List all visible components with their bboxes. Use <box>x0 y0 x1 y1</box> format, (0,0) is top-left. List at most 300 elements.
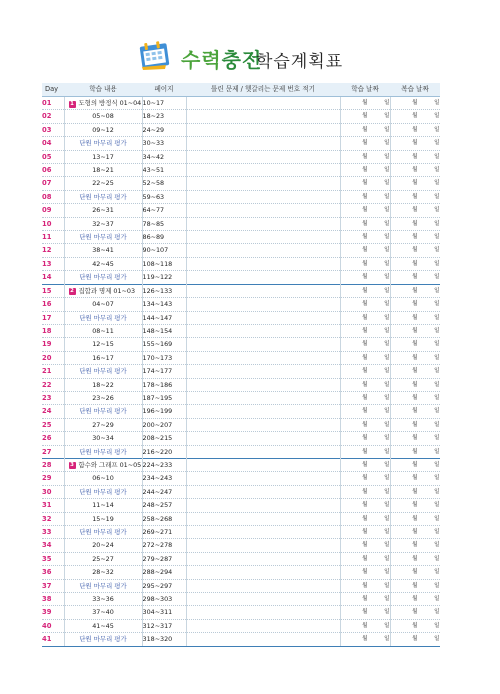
page-range: 59~63 <box>142 190 186 203</box>
review-date-cell[interactable] <box>390 418 440 431</box>
lesson-content <box>64 123 142 136</box>
table-row <box>42 458 440 471</box>
review-date-cell[interactable] <box>390 512 440 525</box>
page-range: 64~77 <box>142 204 186 217</box>
lesson-content-text: 단원 마무리 평가 <box>79 233 127 242</box>
review-date-cell[interactable] <box>390 365 440 378</box>
notes-cell[interactable] <box>186 405 340 418</box>
lesson-content <box>64 539 142 552</box>
notes-cell[interactable] <box>186 458 340 471</box>
study-date-cell[interactable] <box>340 338 390 351</box>
lesson-content <box>64 177 142 190</box>
day-label: 일 <box>384 515 390 522</box>
month-label: 월 <box>362 596 368 603</box>
notes-cell[interactable] <box>186 499 340 512</box>
notes-cell[interactable] <box>186 365 340 378</box>
study-date-cell[interactable] <box>340 365 390 378</box>
study-date-cell[interactable] <box>340 458 390 471</box>
review-date-cell[interactable] <box>390 324 440 337</box>
table-row <box>42 418 440 431</box>
month-label: 월 <box>412 126 418 133</box>
lesson-content-text: 16~17 <box>92 353 114 362</box>
study-date-cell[interactable] <box>340 526 390 539</box>
notes-cell[interactable] <box>186 472 340 485</box>
lesson-content <box>64 338 142 351</box>
lesson-content-text: 33~36 <box>92 595 114 604</box>
notes-cell[interactable] <box>186 190 340 203</box>
day-number: 20 <box>42 351 64 364</box>
study-date-cell[interactable] <box>340 391 390 404</box>
day-label: 일 <box>384 327 390 334</box>
lesson-content <box>64 110 142 123</box>
day-label: 일 <box>434 582 440 589</box>
notes-cell[interactable] <box>186 164 340 177</box>
lesson-content-text: 함수와 그래프 01~05 <box>78 460 142 469</box>
month-label: 월 <box>362 555 368 562</box>
table-row <box>42 405 440 418</box>
day-label: 일 <box>434 274 440 281</box>
month-label: 월 <box>412 167 418 174</box>
table-row <box>42 526 440 539</box>
review-date-cell[interactable] <box>390 164 440 177</box>
notes-cell[interactable] <box>186 619 340 632</box>
day-number: 36 <box>42 566 64 579</box>
notes-cell[interactable] <box>186 579 340 592</box>
notes-cell[interactable] <box>186 204 340 217</box>
study-date-cell[interactable] <box>340 619 390 632</box>
day-label: 일 <box>434 542 440 549</box>
month-label: 월 <box>362 126 368 133</box>
day-label: 일 <box>384 314 390 321</box>
page-range: 144~147 <box>142 311 186 324</box>
page-range: 148~154 <box>142 324 186 337</box>
study-date-cell[interactable] <box>340 271 390 284</box>
notes-cell[interactable] <box>186 566 340 579</box>
review-date-cell[interactable] <box>390 566 440 579</box>
day-label: 일 <box>384 448 390 455</box>
notes-cell[interactable] <box>186 123 340 136</box>
study-date-cell[interactable] <box>340 164 390 177</box>
day-label: 일 <box>434 569 440 576</box>
review-date-cell[interactable] <box>390 137 440 150</box>
lesson-content <box>64 164 142 177</box>
review-date-cell[interactable] <box>390 432 440 445</box>
notes-cell[interactable] <box>186 97 340 110</box>
notes-cell[interactable] <box>186 271 340 284</box>
day-label: 일 <box>384 569 390 576</box>
review-date-cell[interactable] <box>390 351 440 364</box>
month-label: 월 <box>412 153 418 160</box>
lesson-content-text: 단원 마무리 평가 <box>79 487 127 496</box>
table-row <box>42 619 440 632</box>
notes-cell[interactable] <box>186 338 340 351</box>
month-label: 월 <box>362 274 368 281</box>
day-number: 21 <box>42 365 64 378</box>
review-date-cell[interactable] <box>390 123 440 136</box>
month-label: 월 <box>412 193 418 200</box>
study-date-cell[interactable] <box>340 539 390 552</box>
table-row <box>42 472 440 485</box>
month-label: 월 <box>412 582 418 589</box>
day-number: 02 <box>42 110 64 123</box>
day-label: 일 <box>384 502 390 509</box>
notes-cell[interactable] <box>186 485 340 498</box>
page-range: 119~122 <box>142 271 186 284</box>
notes-cell[interactable] <box>186 526 340 539</box>
study-date-cell[interactable] <box>340 284 390 297</box>
page-range: 30~33 <box>142 137 186 150</box>
day-label: 일 <box>384 100 390 106</box>
review-date-cell[interactable] <box>390 472 440 485</box>
study-date-cell[interactable] <box>340 566 390 579</box>
study-date-cell[interactable] <box>340 298 390 311</box>
day-number: 25 <box>42 418 64 431</box>
review-date-cell[interactable] <box>390 606 440 619</box>
month-label: 월 <box>412 435 418 442</box>
page-range: 52~58 <box>142 177 186 190</box>
month-label: 월 <box>362 220 368 227</box>
review-date-cell[interactable] <box>390 499 440 512</box>
notes-cell[interactable] <box>186 298 340 311</box>
study-date-cell[interactable] <box>340 552 390 565</box>
month-label: 월 <box>362 502 368 509</box>
day-label: 일 <box>384 274 390 281</box>
notes-cell[interactable] <box>186 257 340 270</box>
review-date-cell[interactable] <box>390 633 440 646</box>
page-range: 170~173 <box>142 351 186 364</box>
page-range: 134~143 <box>142 298 186 311</box>
review-date-cell[interactable] <box>390 391 440 404</box>
day-number: 22 <box>42 378 64 391</box>
lesson-content <box>64 499 142 512</box>
table-row <box>42 606 440 619</box>
month-label: 월 <box>412 488 418 495</box>
page-range: 248~257 <box>142 499 186 512</box>
notes-cell[interactable] <box>186 445 340 458</box>
day-label: 일 <box>434 220 440 227</box>
day-label: 일 <box>434 153 440 160</box>
page-range: 304~311 <box>142 606 186 619</box>
study-date-cell[interactable] <box>340 311 390 324</box>
lesson-content-text: 단원 마무리 평가 <box>79 447 127 456</box>
lesson-content <box>64 633 142 646</box>
page-range: 200~207 <box>142 418 186 431</box>
notes-cell[interactable] <box>186 324 340 337</box>
study-date-cell[interactable] <box>340 217 390 230</box>
month-label: 월 <box>412 569 418 576</box>
study-date-cell[interactable] <box>340 606 390 619</box>
month-label: 월 <box>362 636 368 643</box>
study-date-cell[interactable] <box>340 177 390 190</box>
col-study-date-header: 학습 날짜 <box>340 83 390 97</box>
page-range: 312~317 <box>142 619 186 632</box>
study-date-cell[interactable] <box>340 579 390 592</box>
month-label: 월 <box>362 582 368 589</box>
month-label: 월 <box>362 435 368 442</box>
review-date-cell[interactable] <box>390 552 440 565</box>
day-label: 일 <box>434 529 440 535</box>
day-number: 06 <box>42 164 64 177</box>
notes-cell[interactable] <box>186 539 340 552</box>
study-date-cell[interactable] <box>340 257 390 270</box>
day-number: 32 <box>42 512 64 525</box>
review-date-cell[interactable] <box>390 539 440 552</box>
notes-cell[interactable] <box>186 418 340 431</box>
col-pages-header: 페이지 <box>142 83 186 97</box>
review-date-cell[interactable] <box>390 619 440 632</box>
page-range: 187~195 <box>142 391 186 404</box>
page-header <box>0 38 500 78</box>
study-date-cell[interactable] <box>340 137 390 150</box>
review-date-cell[interactable] <box>390 338 440 351</box>
lesson-content-text: 13~17 <box>92 152 114 161</box>
lesson-content <box>64 324 142 337</box>
review-date-cell[interactable] <box>390 150 440 163</box>
notes-cell[interactable] <box>186 217 340 230</box>
review-date-cell[interactable] <box>390 271 440 284</box>
month-label: 월 <box>412 368 418 375</box>
review-date-cell[interactable] <box>390 445 440 458</box>
study-date-cell[interactable] <box>340 432 390 445</box>
notes-cell[interactable] <box>186 633 340 646</box>
table-row <box>42 123 440 136</box>
table-row <box>42 244 440 257</box>
review-date-cell[interactable] <box>390 526 440 539</box>
day-label: 일 <box>434 408 440 415</box>
table-row <box>42 164 440 177</box>
month-label: 월 <box>412 408 418 415</box>
study-date-cell[interactable] <box>340 244 390 257</box>
notes-cell[interactable] <box>186 552 340 565</box>
day-number: 23 <box>42 391 64 404</box>
month-label: 월 <box>412 247 418 254</box>
month-label: 월 <box>362 542 368 549</box>
month-label: 월 <box>412 421 418 428</box>
day-number: 07 <box>42 177 64 190</box>
table-row <box>42 231 440 244</box>
study-date-cell[interactable] <box>340 512 390 525</box>
study-date-cell[interactable] <box>340 445 390 458</box>
lesson-content-text: 09~12 <box>92 125 114 134</box>
brand-logo <box>181 44 262 73</box>
notes-cell[interactable] <box>186 378 340 391</box>
day-number: 16 <box>42 298 64 311</box>
table-row <box>42 633 440 646</box>
lesson-content-text: 37~40 <box>92 608 114 617</box>
month-label: 월 <box>362 247 368 254</box>
study-date-cell[interactable] <box>340 633 390 646</box>
notes-cell[interactable] <box>186 137 340 150</box>
review-date-cell[interactable] <box>390 405 440 418</box>
notes-cell[interactable] <box>186 244 340 257</box>
review-date-cell[interactable] <box>390 593 440 606</box>
day-number: 10 <box>42 217 64 230</box>
day-label: 일 <box>384 126 390 133</box>
table-row <box>42 351 440 364</box>
page-range: 216~220 <box>142 445 186 458</box>
study-date-cell[interactable] <box>340 593 390 606</box>
lesson-content-text: 25~27 <box>92 554 114 563</box>
table-row <box>42 552 440 565</box>
notes-cell[interactable] <box>186 110 340 123</box>
month-label: 월 <box>412 448 418 455</box>
month-label: 월 <box>362 448 368 455</box>
notes-cell[interactable] <box>186 391 340 404</box>
lesson-content-text: 27~29 <box>92 420 114 429</box>
month-label: 월 <box>412 274 418 281</box>
lesson-content-text: 08~11 <box>92 326 114 335</box>
unit-number-badge: 1 <box>70 100 74 107</box>
lesson-content-text: 41~45 <box>92 621 114 630</box>
lesson-content <box>64 271 142 284</box>
day-label: 일 <box>384 220 390 227</box>
brand-part-1: 수력 <box>181 48 222 72</box>
page-range: 78~85 <box>142 217 186 230</box>
day-label: 일 <box>384 555 390 562</box>
notes-cell[interactable] <box>186 432 340 445</box>
month-label: 월 <box>412 314 418 321</box>
lesson-content-text: 단원 마무리 평가 <box>79 635 127 644</box>
notes-cell[interactable] <box>186 231 340 244</box>
review-date-cell[interactable] <box>390 284 440 297</box>
study-date-cell[interactable] <box>340 499 390 512</box>
day-number: 27 <box>42 445 64 458</box>
day-label: 일 <box>384 247 390 254</box>
table-row <box>42 378 440 391</box>
day-number: 41 <box>42 633 64 646</box>
review-date-cell[interactable] <box>390 579 440 592</box>
day-label: 일 <box>434 502 440 509</box>
day-label: 일 <box>384 368 390 375</box>
month-label: 월 <box>362 287 368 294</box>
month-label: 월 <box>412 207 418 214</box>
day-label: 일 <box>434 475 440 482</box>
review-date-cell[interactable] <box>390 97 440 110</box>
day-label: 일 <box>434 301 440 308</box>
review-date-cell[interactable] <box>390 177 440 190</box>
lesson-content <box>64 365 142 378</box>
study-date-cell[interactable] <box>340 97 390 110</box>
lesson-content-text: 단원 마무리 평가 <box>79 528 127 536</box>
lesson-content <box>64 485 142 498</box>
lesson-content-text: 단원 마무리 평가 <box>79 581 127 590</box>
study-date-cell[interactable] <box>340 351 390 364</box>
month-label: 월 <box>412 180 418 187</box>
table-row <box>42 298 440 311</box>
review-date-cell[interactable] <box>390 298 440 311</box>
table-row <box>42 257 440 270</box>
lesson-content <box>64 458 142 471</box>
study-date-cell[interactable] <box>340 378 390 391</box>
day-number: 13 <box>42 257 64 270</box>
notes-cell[interactable] <box>186 311 340 324</box>
study-date-cell[interactable] <box>340 485 390 498</box>
month-label: 월 <box>412 327 418 334</box>
month-label: 월 <box>362 609 368 616</box>
lesson-content-text: 28~32 <box>92 568 114 577</box>
notes-cell[interactable] <box>186 593 340 606</box>
day-label: 일 <box>384 287 390 294</box>
month-label: 월 <box>362 167 368 174</box>
day-label: 일 <box>384 475 390 482</box>
notes-cell[interactable] <box>186 351 340 364</box>
review-date-cell[interactable] <box>390 378 440 391</box>
lesson-content-text: 20~24 <box>92 541 114 550</box>
study-date-cell[interactable] <box>340 190 390 203</box>
study-date-cell[interactable] <box>340 324 390 337</box>
study-date-cell[interactable] <box>340 123 390 136</box>
table-row <box>42 579 440 592</box>
day-label: 일 <box>434 287 440 294</box>
page-range: 258~268 <box>142 512 186 525</box>
month-label: 월 <box>412 555 418 562</box>
page-range: 298~303 <box>142 593 186 606</box>
review-date-cell[interactable] <box>390 190 440 203</box>
review-date-cell[interactable] <box>390 311 440 324</box>
study-date-cell[interactable] <box>340 110 390 123</box>
study-date-cell[interactable] <box>340 204 390 217</box>
notes-cell[interactable] <box>186 177 340 190</box>
day-number: 01 <box>42 97 64 110</box>
month-label: 월 <box>362 408 368 415</box>
page-range: 126~133 <box>142 284 186 297</box>
study-plan-table <box>42 83 440 647</box>
month-label: 월 <box>362 421 368 428</box>
page-range: 272~278 <box>142 539 186 552</box>
table-row <box>42 190 440 203</box>
month-label: 월 <box>412 113 418 120</box>
lesson-content <box>64 351 142 364</box>
lesson-content-text: 집합과 명제 01~03 <box>78 286 136 295</box>
review-date-cell[interactable] <box>390 257 440 270</box>
lesson-content <box>64 526 142 539</box>
day-label: 일 <box>434 368 440 375</box>
day-number: 35 <box>42 552 64 565</box>
lesson-content-text: 06~10 <box>92 474 114 483</box>
month-label: 월 <box>412 475 418 482</box>
review-date-cell[interactable] <box>390 458 440 471</box>
notes-cell[interactable] <box>186 284 340 297</box>
unit-number-badge: 2 <box>70 288 74 295</box>
month-label: 월 <box>412 140 418 147</box>
review-date-cell[interactable] <box>390 204 440 217</box>
notes-cell[interactable] <box>186 150 340 163</box>
study-date-cell[interactable] <box>340 418 390 431</box>
month-label: 월 <box>362 475 368 482</box>
review-date-cell[interactable] <box>390 217 440 230</box>
day-label: 일 <box>434 193 440 200</box>
lesson-content-text: 38~41 <box>92 246 114 255</box>
review-date-cell[interactable] <box>390 231 440 244</box>
review-date-cell[interactable] <box>390 110 440 123</box>
review-date-cell[interactable] <box>390 244 440 257</box>
study-date-cell[interactable] <box>340 150 390 163</box>
lesson-content <box>64 298 142 311</box>
study-date-cell[interactable] <box>340 405 390 418</box>
month-label: 월 <box>362 394 368 401</box>
study-date-cell[interactable] <box>340 472 390 485</box>
lesson-content <box>64 579 142 592</box>
day-label: 일 <box>434 622 440 629</box>
day-number: 08 <box>42 190 64 203</box>
notes-cell[interactable] <box>186 512 340 525</box>
day-label: 일 <box>384 354 390 361</box>
month-label: 월 <box>362 234 368 241</box>
review-date-cell[interactable] <box>390 485 440 498</box>
day-label: 일 <box>384 341 390 348</box>
study-date-cell[interactable] <box>340 231 390 244</box>
notes-cell[interactable] <box>186 606 340 619</box>
